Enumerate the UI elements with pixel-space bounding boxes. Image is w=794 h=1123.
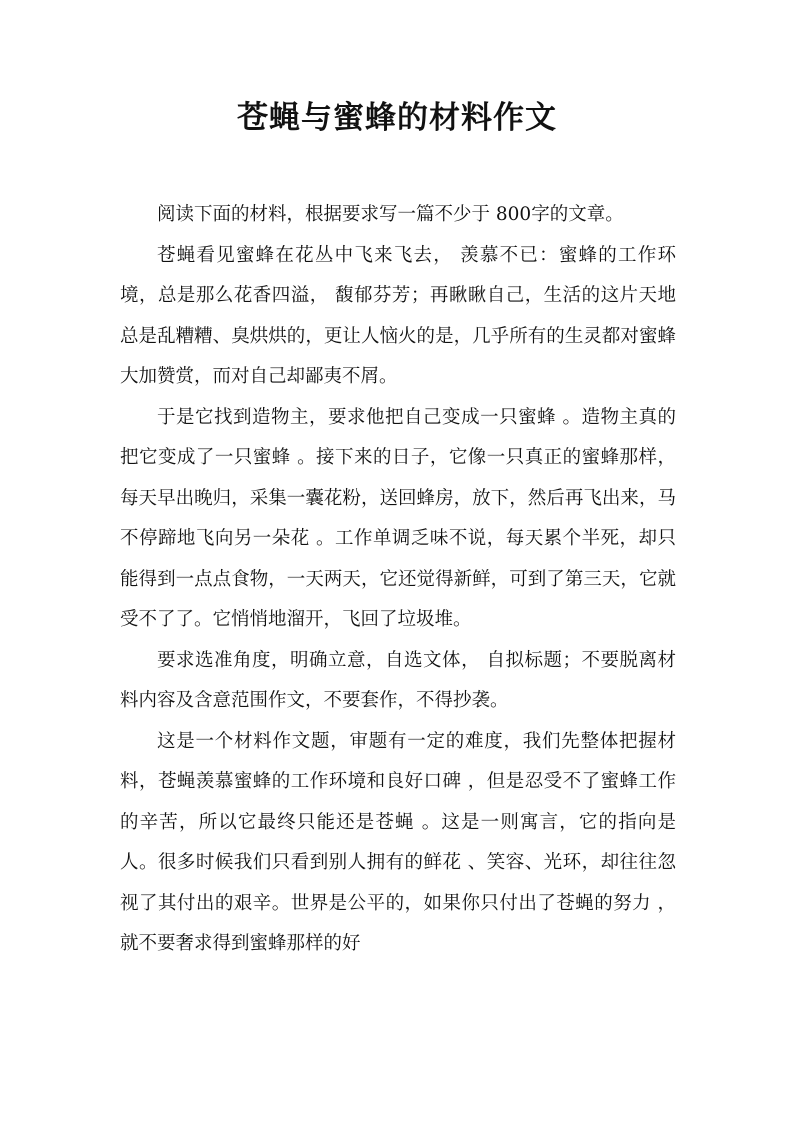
paragraph-analysis: 这是一个材料作文题，审题有一定的难度，我们先整体把握材料，苍蝇羡慕蜜蜂的工作环境和良好口碑 ，但是忍受不了蜜蜂工作的辛苦，所以它最终只能还是苍蝇 。这是一则寓言，它的指向是人。很多时候我们只看到别人拥有的鲜花 、笑容、光环，却往往忽视了其付出的艰辛。世界是公平的，如果你只付出了苍蝇的努力 ，就不要奢求得到蜜蜂那样的好: [120, 730, 676, 954]
paragraph-requirements: 要求选准角度，明确立意，自选文体， 自拟标题；不要脱离材料内容及含意范围作文，不要套作，不得抄袭。: [120, 649, 676, 711]
paragraph-fly-envy: 苍蝇看见蜜蜂在花丛中飞来飞去， 羡慕不已：蜜蜂的工作环境，总是那么花香四溢， 馥郁芬芳；再瞅瞅自己，生活的这片天地总是乱糟糟、臭烘烘的，更让人恼火的是，几乎所有的生灵都对蜜蜂大加赞赏，而对自己却鄙夷不屑。: [120, 244, 676, 387]
document-body: [120, 195, 676, 965]
paragraph-fly-becomes-bee: 于是它找到造物主，要求他把自己变成一只蜜蜂 。造物主真的把它变成了一只蜜蜂 。接下来的日子，它像一只真正的蜜蜂那样，每天早出晚归，采集一囊花粉，送回蜂房，放下，然后再飞出来，马不停蹄地飞向另一朵花 。工作单调乏味不说，每天累个半死，却只能得到一点点食物，一天两天，它还觉得新鲜，可到了第三天，它就受不了了。它悄悄地溜开，飞回了垃圾堆。: [120, 406, 676, 630]
document-title: 苍蝇与蜜蜂的材料作文: [237, 100, 557, 136]
paragraph-instruction: 阅读下面的材料，根据要求写一篇不少于 800字的文章。: [157, 204, 624, 225]
